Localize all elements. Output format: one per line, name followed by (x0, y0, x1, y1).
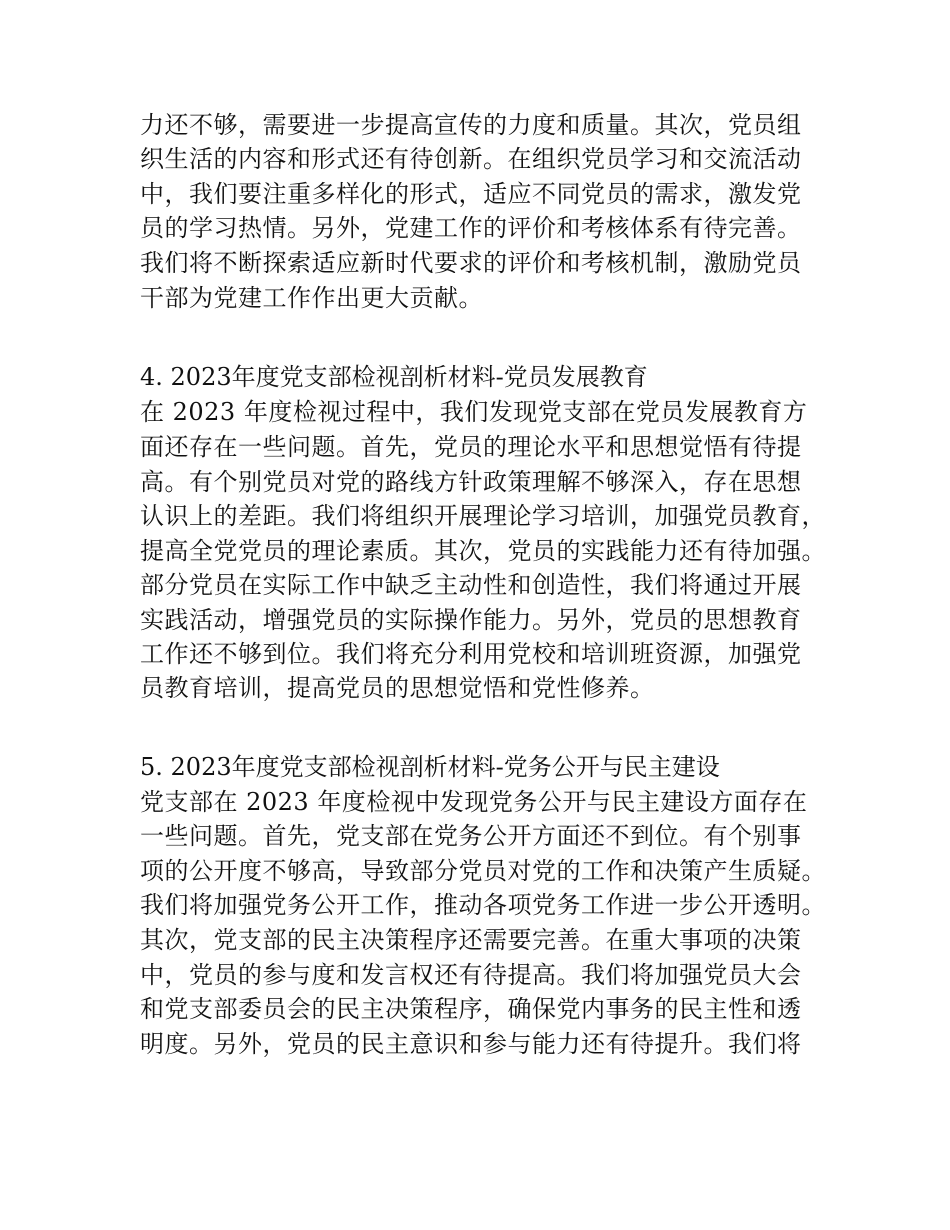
paragraph-line: 织生活的内容和形式还有待创新。在组织党员学习和交流活动 (140, 145, 802, 173)
paragraph-line: 明度。另外，党员的民主意识和参与能力还有待提升。我们将 (140, 1030, 802, 1058)
paragraph-line: 在 2023 年度检视过程中，我们发现党支部在党员发展教育方 (140, 398, 808, 426)
paragraph-line: 党支部在 2023 年度检视中发现党务公开与民主建设方面存在 (140, 788, 808, 816)
section-4-heading: 4. 2023年度党支部检视剖析材料-党员发展教育 (140, 363, 648, 391)
paragraph-line: 提高全党党员的理论素质。其次，党员的实践能力还有待加强。 (140, 537, 826, 565)
paragraph-line: 项的公开度不够高，导致部分党员对党的工作和决策产生质疑。 (140, 857, 826, 885)
paragraph-line: 干部为党建工作作出更大贡献。 (140, 284, 483, 312)
paragraph-line: 部分党员在实际工作中缺乏主动性和创造性，我们将通过开展 (140, 571, 802, 599)
paragraph-line: 高。有个别党员对党的路线方针政策理解不够深入，存在思想 (140, 468, 802, 496)
paragraph-line: 员的学习热情。另外，党建工作的评价和考核体系有待完善。 (140, 214, 802, 242)
paragraph-line: 认识上的差距。我们将组织开展理论学习培训，加强党员教育， (140, 502, 826, 530)
paragraph-line: 力还不够，需要进一步提高宣传的力度和质量。其次，党员组 (140, 111, 802, 139)
paragraph-line: 面还存在一些问题。首先，党员的理论水平和思想觉悟有待提 (140, 433, 802, 461)
paragraph-line: 我们将加强党务公开工作，推动各项党务工作进一步公开透明。 (140, 891, 826, 919)
paragraph-line: 工作还不够到位。我们将充分利用党校和培训班资源，加强党 (140, 640, 802, 668)
section-5-heading: 5. 2023年度党支部检视剖析材料-党务公开与民主建设 (140, 753, 720, 781)
paragraph-line: 实践活动，增强党员的实际操作能力。另外，党员的思想教育 (140, 606, 802, 634)
paragraph-line: 中，我们要注重多样化的形式，适应不同党员的需求，激发党 (140, 180, 802, 208)
paragraph-line: 员教育培训，提高党员的思想觉悟和党性修养。 (140, 674, 655, 702)
paragraph-line: 其次，党支部的民主决策程序还需要完善。在重大事项的决策 (140, 926, 802, 954)
paragraph-line: 中，党员的参与度和发言权还有待提高。我们将加强党员大会 (140, 961, 802, 989)
paragraph-line: 一些问题。首先，党支部在党务公开方面还不到位。有个别事 (140, 822, 802, 850)
paragraph-line: 和党支部委员会的民主决策程序，确保党内事务的民主性和透 (140, 995, 802, 1023)
paragraph-line: 我们将不断探索适应新时代要求的评价和考核机制，激励党员 (140, 249, 802, 277)
